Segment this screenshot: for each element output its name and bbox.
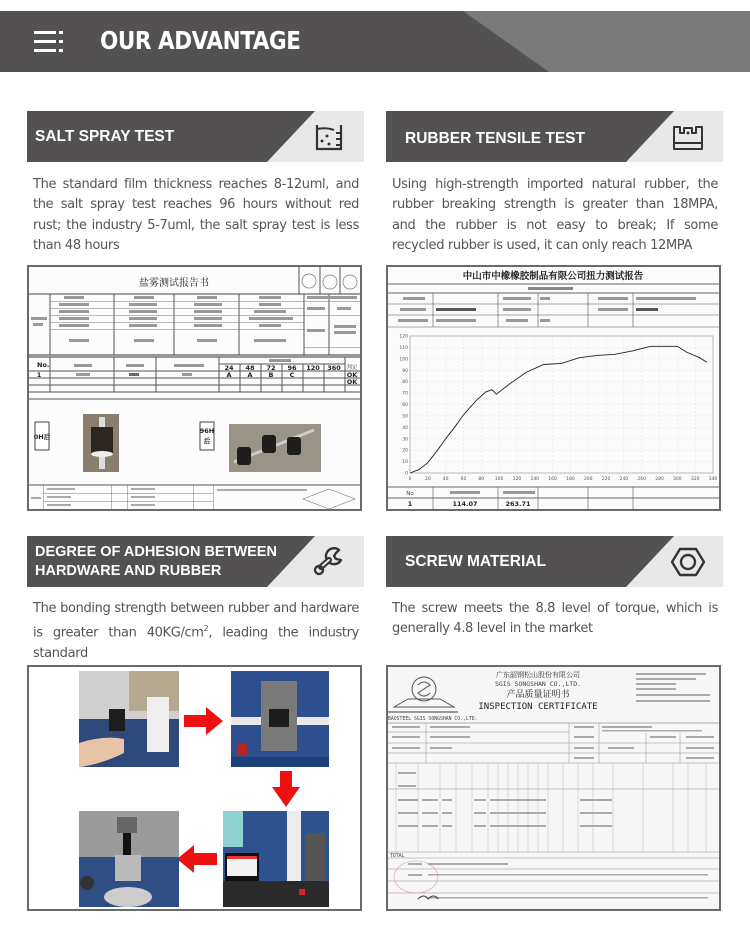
col-no: No. [37,361,50,369]
x-tick-label: 320 [690,477,700,482]
y-tick-label: 20 [402,448,408,454]
report-title: 盐雾测试报告书 [139,278,209,289]
adhesion-test-photos [27,665,362,911]
y-tick-label: 80 [402,380,408,386]
x-tick-label: 0 [408,477,412,482]
section-description: The screw meets the 8.8 level of torque, which is generally 4.8 level in the market [392,601,718,637]
tensile-report-image [386,265,721,511]
section-description: The standard film thickness reaches 8-12uml, and the salt spray test reaches 96 hours without red rust; the industry 5-7uml, the salt spray test is less than 48 hours [33,177,359,253]
description-text: The bonding strength between rubber and hardware is greater than 40KG/cm [33,601,359,641]
y-tick-label: 40 [402,425,408,431]
y-tick-label: 110 [399,345,408,351]
x-tick-label: 120 [512,477,522,482]
result-no: 1 [407,500,413,508]
hex-nut-icon [671,545,705,579]
x-tick-label: 20 [424,477,431,482]
hour-72: 72 [266,364,276,372]
report-title: 中山市中橡橡胶制品有限公司扭力测试报告 [462,271,644,282]
x-tick-label: 60 [460,477,467,482]
grade-24: A [226,371,232,379]
grade-96: C [289,371,295,379]
section-title: RUBBER TENSILE TEST [405,130,585,147]
inspection-certificate-image [386,665,721,911]
y-tick-label: 60 [402,403,408,408]
section-title [35,536,277,587]
photo-sample-in-hand [79,671,179,767]
col-judge: 判定 [346,365,358,371]
photo-label-0h: 0H后 [33,433,51,441]
hour-96: 96 [287,364,297,372]
x-tick-label: 340 [708,477,718,482]
section-header-salt-spray [27,111,364,162]
grade-48: A [247,371,253,379]
page-title: OUR ADVANTAGE [100,26,301,55]
result-ok: OK [346,378,358,386]
y-tick-label: 0 [405,471,408,477]
x-tick-label: 220 [601,477,611,482]
section-description: Using high-strength imported natural rubber, the rubber breaking strength is greater than 18MPA, and the rubber is not easy to break; If some recycled rubber is used, it can only reach 12MPA [392,177,718,253]
max-angle-value: 263.71 [505,500,531,508]
x-tick-label: 300 [673,477,682,482]
company-name-cn: 广东韶钢松山股份有限公司 [496,671,580,679]
beaker-icon [312,120,346,154]
salt-spray-report-image [27,265,362,511]
result-ok: OK [346,371,358,379]
photo-label-96h-suffix: 后 [203,437,211,445]
section-header-adhesion [27,536,364,587]
section-title: SALT SPRAY TEST [35,128,175,145]
top-banner [0,11,750,72]
section-header-screw-material [386,536,723,587]
x-tick-label: 100 [494,477,504,482]
photo-tensile-machine [223,811,329,907]
description-text-end: , leading the industry standard [33,625,359,661]
section-title-line2: HARDWARE AND RUBBER [35,562,222,579]
total-label: TOTAL [390,854,405,859]
hour-360: 360 [327,364,341,372]
superscript: 2 [203,624,209,634]
x-tick-label: 140 [530,477,540,482]
hour-24: 24 [224,364,234,372]
x-tick-label: 180 [566,477,575,482]
section-description [33,599,359,664]
y-tick-label: 30 [402,437,408,443]
max-force-value: 114.07 [452,500,478,508]
x-tick-label: 160 [548,477,557,482]
y-tick-label: 10 [402,460,408,466]
y-tick-label: 90 [402,368,408,374]
x-tick-label: 40 [442,477,449,482]
x-tick-label: 280 [655,477,664,482]
tensile-clamp-icon [671,120,705,154]
wrench-icon [312,545,346,579]
x-tick-label: 200 [583,477,593,482]
y-tick-label: 100 [399,357,408,363]
section-title: SCREW MATERIAL [405,553,546,570]
y-tick-label: 70 [402,391,408,397]
certificate-title-en: INSPECTION CERTIFICATE [478,702,598,712]
x-tick-label: 80 [478,477,485,482]
y-tick-label: 50 [402,414,408,420]
section-title-line1: DEGREE OF ADHESION BETWEEN [35,543,277,560]
y-tick-label: 120 [399,334,408,340]
hour-120: 120 [306,364,320,372]
x-tick-label: 240 [619,477,629,482]
menu-lines-icon[interactable] [34,31,74,53]
section-header-rubber-tensile [386,111,723,162]
hour-48: 48 [245,364,255,372]
photo-clamp-fixture [231,671,329,767]
grade-72: B [268,371,274,379]
row-no: 1 [36,371,42,379]
sub-company: BAOSTEEL SGIS SONGSHAN CO.,LTD. [388,717,478,722]
photo-pull-test [79,811,179,907]
photo-label-96h: 96H [199,427,215,435]
certificate-title-cn: 产品质量证明书 [506,690,570,700]
col-no: No [406,491,414,497]
x-tick-label: 260 [637,477,647,482]
company-name-en: SGIS SONGSHAN CO.,LTD. [494,680,582,688]
